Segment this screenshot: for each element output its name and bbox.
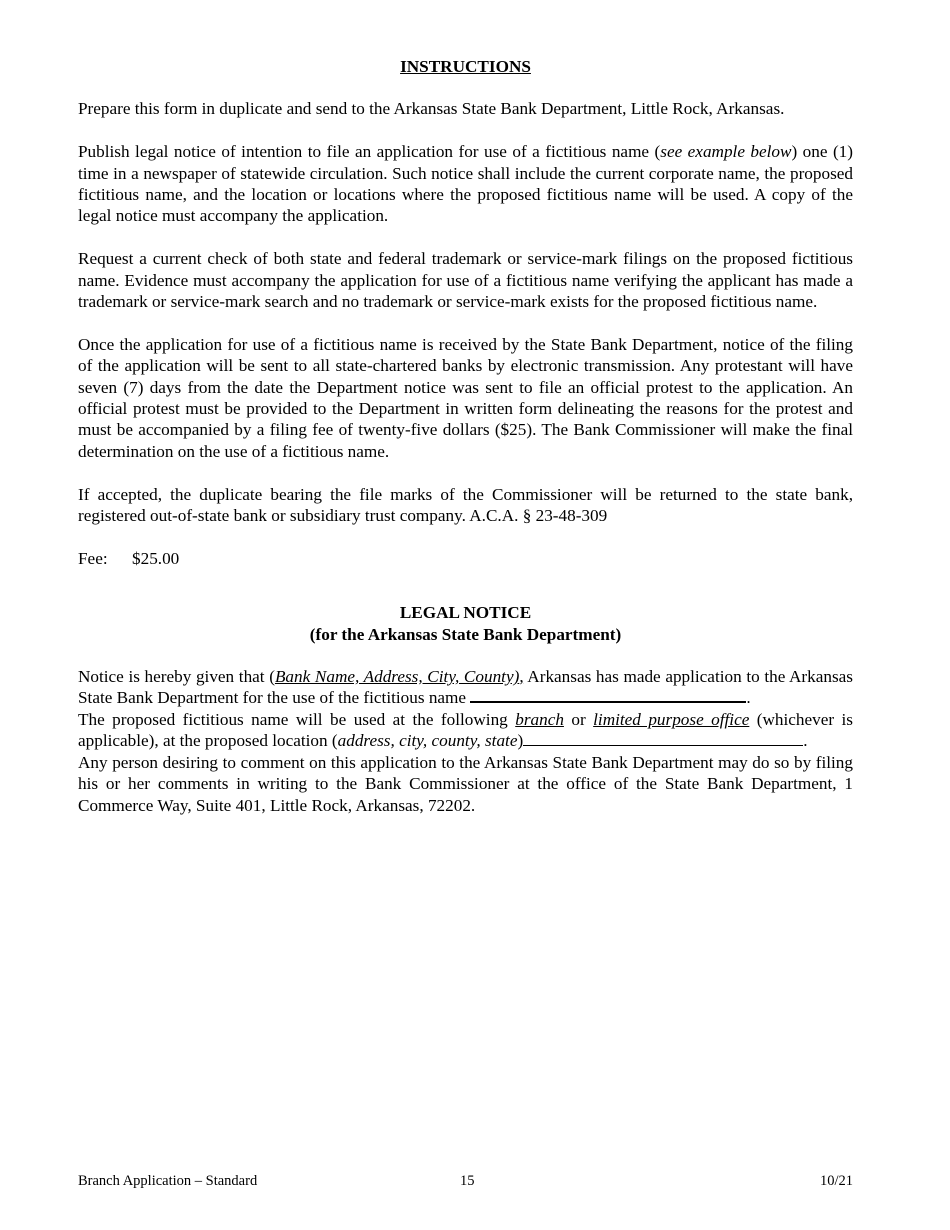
footer-left: Branch Application – Standard: [78, 1173, 258, 1189]
legal-notice-comment-paragraph: Any person desiring to comment on this application to the Arkansas State Bank Department may do so by filing his or her comments in writing to the Bank Commissioner at the office of the State Bank Department, 1 Commerce Way, Suite 401, Little Rock, Arkansas, 72202.: [78, 752, 853, 815]
instructions-paragraph-1: Prepare this form in duplicate and send to the Arkansas State Bank Department, Little Rock, Arkansas.: [78, 99, 785, 119]
document-body: [78, 56, 853, 816]
fictitious-name-blank[interactable]: [470, 687, 746, 703]
notice-period-2: .: [803, 731, 808, 751]
legal-notice-body: [78, 666, 853, 752]
instructions-paragraph-5: If accepted, the duplicate bearing the file marks of the Commissioner will be returned to the state bank, registered out-of-state bank or subsidiary trust company. A.C.A. § 23-48-309: [78, 484, 853, 526]
p2-italic: see example below: [660, 142, 792, 162]
notice-text-6: ): [517, 731, 524, 751]
footer-date: 10/21: [819, 1173, 853, 1189]
legal-notice-title-line-1: LEGAL NOTICE: [399, 603, 532, 623]
p2-text-a: Publish legal notice of intention to file an application for use of a fictitious name (: [78, 142, 661, 162]
instructions-paragraph-3: Request a current check of both state and federal trademark or service-mark filings on the proposed fictitious name. Evidence must accompany the application for use of a fictitious name verifying the applicant has made a trademark or service-mark search and no trademark or service-mark exists for the proposed fictitious name.: [78, 249, 853, 312]
p2-text-b: ) one (1) time in a newspaper of statewide circulation. Such notice shall include the current corporate name, the proposed fictitious name, and the location or locations where the proposed fictitious name will be used. A copy of the legal notice must accompany the application.: [78, 142, 853, 226]
notice-text-5: (whichever is applicable), at the proposed location (: [78, 709, 853, 751]
fee-label: Fee:: [78, 548, 108, 568]
instructions-paragraph-2: [78, 141, 853, 227]
notice-text-3: Arkansas has made application to the Arkansas State Bank Department for the use of the fictitious name: [78, 667, 853, 708]
location-placeholder: address, city, county, state: [337, 731, 518, 751]
notice-comma: ,: [519, 667, 524, 687]
legal-notice-title-line-2: (for the Arkansas State Bank Department): [309, 624, 622, 644]
notice-or: or: [563, 709, 594, 729]
proposed-location-blank[interactable]: [523, 731, 803, 746]
limited-purpose-office-option: limited purpose office: [593, 709, 750, 729]
legal-notice-title: [78, 602, 853, 645]
notice-period-1: .: [746, 688, 751, 708]
fee-line: [78, 548, 853, 569]
notice-text-4: The proposed fictitious name will be used at the following: [78, 709, 516, 729]
instructions-title: INSTRUCTIONS: [400, 57, 531, 76]
fee-value: $25.00: [132, 548, 180, 568]
notice-text-1: Notice is hereby given that (: [78, 667, 275, 687]
instructions-paragraph-4: Once the application for use of a fictitious name is received by the State Bank Department, notice of the filing of the application will be sent to all state-chartered banks by electronic transmission. Any protestant will have seven (7) days from the date the Department notice was sent to file an official protest to the application. An official protest must be provided to the Department in written form delineating the reasons for the protest and must be accompanied by a filing fee of twenty-five dollars ($25). The Bank Commissioner will make the final determination on the use of a fictitious name.: [78, 334, 853, 461]
branch-option: branch: [515, 709, 564, 729]
footer-page-number: 15: [460, 1173, 475, 1189]
bank-name-placeholder: Bank Name, Address, City, County): [274, 667, 520, 687]
